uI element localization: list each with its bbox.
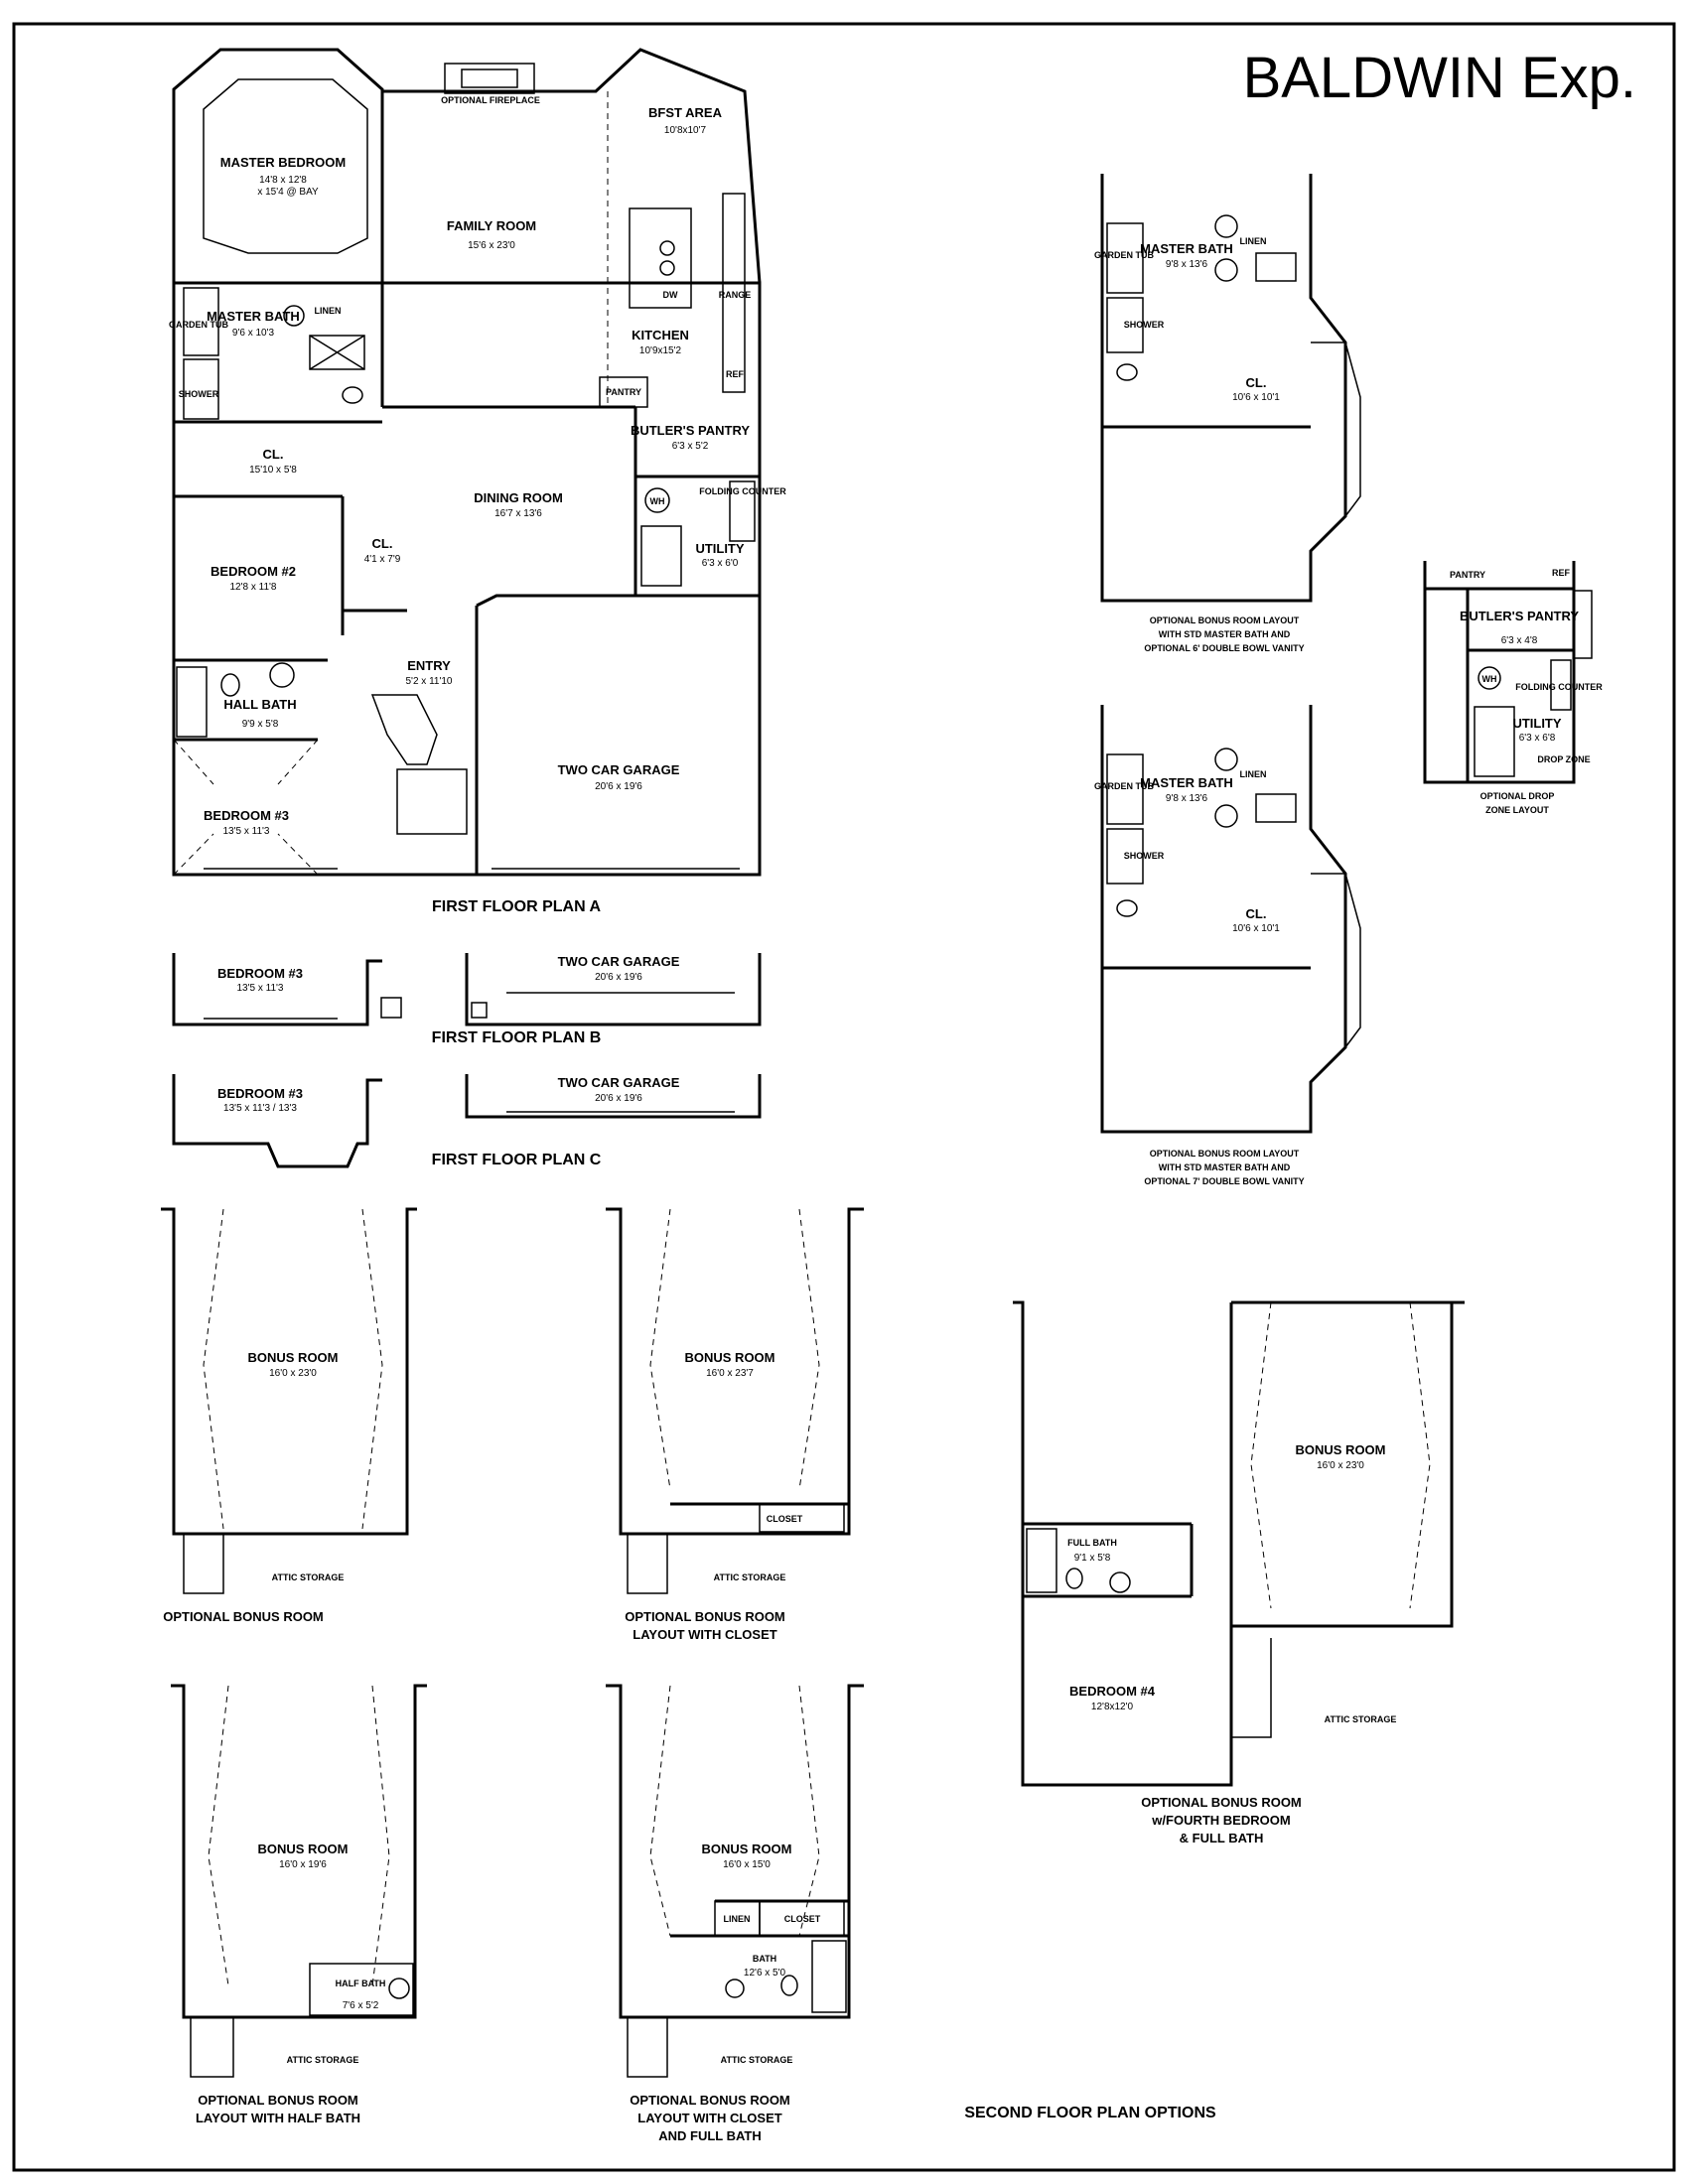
hall-bath-label: HALL BATH — [223, 697, 297, 712]
svg-text:REF: REF — [1552, 568, 1570, 578]
svg-text:GARDEN TUB: GARDEN TUB — [1094, 781, 1154, 791]
second-floor-caption: SECOND FLOOR PLAN OPTIONS — [964, 2105, 1216, 2121]
svg-text:10'6 x 10'1: 10'6 x 10'1 — [1232, 923, 1280, 934]
master-bedroom-label: MASTER BEDROOM — [219, 155, 347, 170]
svg-text:OPTIONAL BONUS ROOM LAYOUT: OPTIONAL BONUS ROOM LAYOUT — [1149, 1149, 1300, 1159]
svg-text:SHOWER: SHOWER — [1123, 851, 1165, 861]
svg-text:16'0 x 23'0: 16'0 x 23'0 — [269, 1368, 317, 1379]
svg-text:HALF BATH: HALF BATH — [335, 1979, 386, 1988]
svg-text:5'2 x 11'10: 5'2 x 11'10 — [405, 676, 453, 687]
bedroom-2-label: BEDROOM #2 — [211, 564, 296, 579]
svg-text:PANTRY: PANTRY — [1450, 570, 1485, 580]
svg-text:6'3 x 6'0: 6'3 x 6'0 — [701, 558, 739, 569]
svg-text:10'9x15'2: 10'9x15'2 — [638, 345, 682, 356]
optional-fireplace-label: OPTIONAL FIREPLACE — [441, 95, 540, 105]
svg-text:15'6 x 23'0: 15'6 x 23'0 — [468, 240, 515, 251]
svg-text:REF: REF — [726, 369, 744, 379]
svg-text:12'6 x 5'0: 12'6 x 5'0 — [743, 1968, 786, 1979]
svg-text:10'8x10'7: 10'8x10'7 — [663, 125, 707, 136]
svg-text:10'6 x 10'1: 10'6 x 10'1 — [1232, 392, 1280, 403]
family-room-label: FAMILY ROOM — [446, 218, 537, 233]
svg-text:BONUS ROOM: BONUS ROOM — [257, 1842, 349, 1856]
svg-text:OPTIONAL BONUS ROOM: OPTIONAL BONUS ROOM — [625, 1609, 785, 1624]
svg-text:FOLDING COUNTER: FOLDING COUNTER — [1515, 682, 1603, 692]
svg-text:GARDEN TUB: GARDEN TUB — [1094, 250, 1154, 260]
svg-text:20'6 x 19'6: 20'6 x 19'6 — [595, 972, 642, 983]
svg-text:PANTRY: PANTRY — [606, 387, 641, 397]
svg-text:LINEN: LINEN — [1239, 769, 1267, 779]
svg-text:SHOWER: SHOWER — [1123, 320, 1165, 330]
svg-text:LINEN: LINEN — [314, 306, 342, 316]
bonus-room-option-1 — [161, 1209, 417, 1624]
drop-zone-layout — [1425, 561, 1603, 815]
svg-text:20'6 x 19'6: 20'6 x 19'6 — [595, 1093, 642, 1104]
svg-text:SHOWER: SHOWER — [178, 389, 219, 399]
svg-text:OPTIONAL BONUS ROOM: OPTIONAL BONUS ROOM — [163, 1609, 324, 1624]
svg-text:OPTIONAL BONUS ROOM: OPTIONAL BONUS ROOM — [198, 2093, 358, 2108]
svg-text:w/FOURTH BEDROOM: w/FOURTH BEDROOM — [1152, 1813, 1291, 1828]
kitchen-label: KITCHEN — [632, 328, 689, 342]
option-7ft-vanity-layout — [1094, 705, 1360, 1186]
master-bath-label: MASTER BATH — [207, 309, 300, 324]
svg-text:BEDROOM #3: BEDROOM #3 — [217, 966, 303, 981]
svg-text:OPTIONAL BONUS ROOM LAYOUT: OPTIONAL BONUS ROOM LAYOUT — [1149, 615, 1300, 625]
svg-text:BONUS ROOM: BONUS ROOM — [247, 1350, 339, 1365]
svg-text:BEDROOM #4: BEDROOM #4 — [1069, 1684, 1155, 1699]
closet-label: CL. — [262, 447, 284, 462]
first-floor-plan-c — [174, 1074, 760, 1168]
svg-text:20'6 x 19'6: 20'6 x 19'6 — [595, 781, 642, 792]
svg-text:ATTIC STORAGE: ATTIC STORAGE — [271, 1572, 345, 1582]
svg-text:OPTIONAL DROP: OPTIONAL DROP — [1479, 791, 1555, 801]
svg-text:LAYOUT WITH CLOSET: LAYOUT WITH CLOSET — [637, 2111, 782, 2125]
svg-text:FULL BATH: FULL BATH — [1067, 1538, 1117, 1548]
svg-text:RANGE: RANGE — [718, 290, 752, 300]
bonus-room-option-2 — [606, 1209, 864, 1642]
svg-text:GARDEN TUB: GARDEN TUB — [169, 320, 228, 330]
svg-text:9'1 x 5'8: 9'1 x 5'8 — [1073, 1553, 1111, 1564]
bonus-room-option-5 — [1013, 1302, 1465, 1845]
svg-text:14'8 x 12'8: 14'8 x 12'8 — [259, 175, 307, 186]
svg-text:ATTIC STORAGE: ATTIC STORAGE — [713, 1572, 786, 1582]
svg-text:OPTIONAL 7' DOUBLE BOWL VANITY: OPTIONAL 7' DOUBLE BOWL VANITY — [1144, 1176, 1305, 1186]
svg-text:OPTIONAL BONUS ROOM: OPTIONAL BONUS ROOM — [630, 2093, 790, 2108]
svg-text:MASTER BATH: MASTER BATH — [1140, 241, 1233, 256]
svg-text:7'6 x 5'2: 7'6 x 5'2 — [342, 2000, 379, 2011]
svg-text:OPTIONAL BONUS ROOM: OPTIONAL BONUS ROOM — [1141, 1795, 1302, 1810]
svg-text:ZONE LAYOUT: ZONE LAYOUT — [1485, 805, 1549, 815]
svg-text:6'3 x 5'2: 6'3 x 5'2 — [671, 441, 709, 452]
svg-text:12'8x12'0: 12'8x12'0 — [1090, 1702, 1134, 1712]
svg-text:WITH STD MASTER BATH AND: WITH STD MASTER BATH AND — [1158, 1162, 1291, 1172]
svg-text:LAYOUT WITH HALF BATH: LAYOUT WITH HALF BATH — [195, 2111, 361, 2125]
kitchen-island — [630, 208, 691, 308]
svg-text:LINEN: LINEN — [723, 1914, 751, 1924]
svg-text:DW: DW — [662, 290, 678, 300]
plan-title: BALDWIN Exp. — [1242, 46, 1636, 110]
svg-text:9'6 x 10'3: 9'6 x 10'3 — [231, 328, 275, 339]
garage-label: TWO CAR GARAGE — [557, 762, 680, 777]
svg-text:15'10 x 5'8: 15'10 x 5'8 — [249, 465, 297, 476]
svg-text:CLOSET: CLOSET — [783, 1914, 821, 1924]
option-6ft-vanity-layout — [1094, 174, 1360, 653]
svg-text:x 15'4 @ BAY: x 15'4 @ BAY — [257, 187, 319, 198]
svg-text:16'7 x 13'6: 16'7 x 13'6 — [494, 508, 542, 519]
svg-text:FOLDING COUNTER: FOLDING COUNTER — [699, 486, 786, 496]
svg-text:BUTLER'S PANTRY: BUTLER'S PANTRY — [1459, 609, 1580, 623]
svg-text:AND FULL BATH: AND FULL BATH — [658, 2128, 762, 2143]
svg-text:& FULL BATH: & FULL BATH — [1179, 1831, 1264, 1845]
butlers-pantry-label: BUTLER'S PANTRY — [630, 423, 751, 438]
svg-text:CLOSET: CLOSET — [766, 1514, 803, 1524]
first-floor-plan-b — [174, 953, 760, 1046]
svg-text:OPTIONAL 6' DOUBLE BOWL VANITY: OPTIONAL 6' DOUBLE BOWL VANITY — [1144, 643, 1305, 653]
svg-text:6'3 x 6'8: 6'3 x 6'8 — [1518, 733, 1556, 744]
svg-text:16'0 x 23'0: 16'0 x 23'0 — [1317, 1460, 1364, 1471]
fireplace-symbol — [445, 64, 534, 93]
svg-text:WH: WH — [649, 496, 665, 506]
svg-text:16'0 x 23'7: 16'0 x 23'7 — [706, 1368, 754, 1379]
svg-text:CL.: CL. — [371, 536, 393, 551]
svg-text:BONUS ROOM: BONUS ROOM — [701, 1842, 792, 1856]
dining-room-label: DINING ROOM — [474, 490, 563, 505]
svg-text:TWO CAR GARAGE: TWO CAR GARAGE — [557, 954, 680, 969]
svg-text:9'8 x 13'6: 9'8 x 13'6 — [1165, 259, 1208, 270]
svg-text:9'9 x 5'8: 9'9 x 5'8 — [241, 719, 279, 730]
svg-text:BONUS ROOM: BONUS ROOM — [1295, 1442, 1386, 1457]
bfst-area-label: BFST AREA — [648, 105, 722, 120]
svg-text:6'3 x 4'8: 6'3 x 4'8 — [1500, 635, 1538, 646]
bedroom-3-label: BEDROOM #3 — [204, 808, 289, 823]
bonus-room-option-4 — [606, 1686, 864, 2143]
bonus-room-option-3 — [171, 1686, 427, 2125]
svg-text:WH: WH — [1481, 674, 1497, 684]
svg-text:TWO CAR GARAGE: TWO CAR GARAGE — [557, 1075, 680, 1090]
svg-text:16'0 x 19'6: 16'0 x 19'6 — [279, 1859, 327, 1870]
svg-text:13'5 x 11'3: 13'5 x 11'3 — [236, 983, 284, 994]
svg-text:MASTER BATH: MASTER BATH — [1140, 775, 1233, 790]
svg-text:13'5 x 11'3: 13'5 x 11'3 — [222, 826, 270, 837]
svg-text:LINEN: LINEN — [1239, 236, 1267, 246]
svg-text:LAYOUT WITH CLOSET: LAYOUT WITH CLOSET — [633, 1627, 777, 1642]
svg-text:CL.: CL. — [1245, 375, 1267, 390]
svg-text:ATTIC STORAGE: ATTIC STORAGE — [1324, 1714, 1397, 1724]
svg-text:UTILITY: UTILITY — [1512, 716, 1562, 731]
svg-text:BATH: BATH — [752, 1954, 777, 1964]
svg-text:ATTIC STORAGE: ATTIC STORAGE — [720, 2055, 793, 2065]
svg-text:DROP ZONE: DROP ZONE — [1537, 754, 1591, 764]
svg-text:BEDROOM #3: BEDROOM #3 — [217, 1086, 303, 1101]
svg-text:13'5 x 11'3 / 13'3: 13'5 x 11'3 / 13'3 — [223, 1103, 297, 1114]
plan-b-caption: FIRST FLOOR PLAN B — [431, 1029, 602, 1046]
svg-text:12'8 x 11'8: 12'8 x 11'8 — [229, 582, 277, 593]
svg-text:ATTIC STORAGE: ATTIC STORAGE — [286, 2055, 359, 2065]
svg-text:16'0 x 15'0: 16'0 x 15'0 — [723, 1859, 771, 1870]
utility-label: UTILITY — [695, 541, 745, 556]
svg-text:9'8 x 13'6: 9'8 x 13'6 — [1165, 793, 1208, 804]
entry-label: ENTRY — [407, 658, 451, 673]
plan-c-caption: FIRST FLOOR PLAN C — [431, 1152, 602, 1168]
svg-text:CL.: CL. — [1245, 906, 1267, 921]
svg-text:WITH STD MASTER BATH AND: WITH STD MASTER BATH AND — [1158, 629, 1291, 639]
plan-a-caption: FIRST FLOOR PLAN A — [431, 898, 602, 915]
svg-text:BONUS ROOM: BONUS ROOM — [684, 1350, 775, 1365]
first-floor-plan-a — [169, 50, 786, 915]
svg-text:4'1 x 7'9: 4'1 x 7'9 — [363, 554, 401, 565]
